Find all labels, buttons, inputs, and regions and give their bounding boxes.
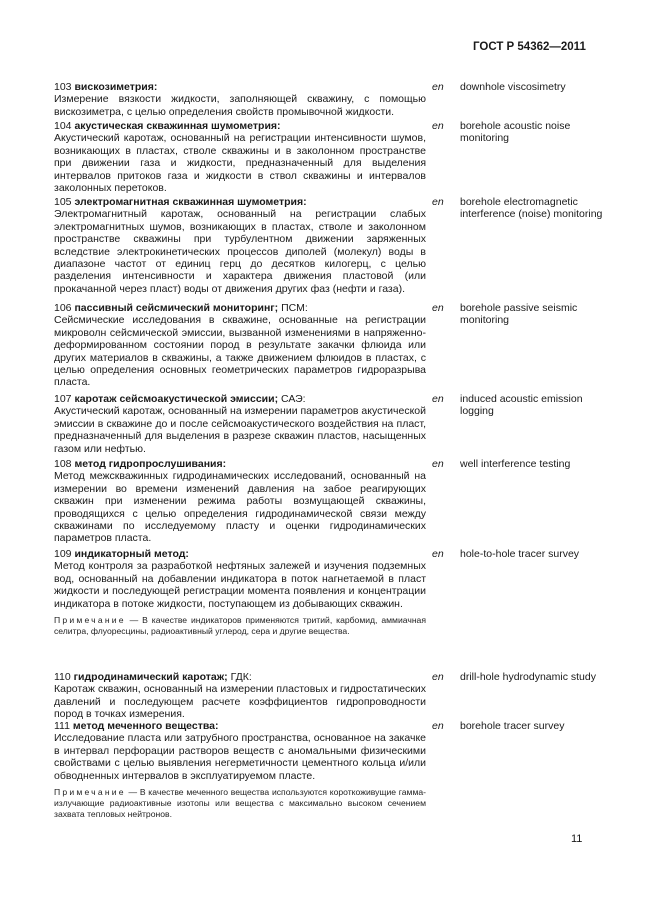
lang-marker: en xyxy=(432,671,444,683)
english-equivalent: downhole viscosimetry xyxy=(460,81,566,93)
standard-designation: ГОСТ Р 54362—2011 xyxy=(473,41,586,53)
term-number: 106 xyxy=(54,302,72,314)
english-equivalent: borehole acoustic noise monitoring xyxy=(460,120,571,145)
lang-marker: en xyxy=(432,120,444,132)
term-title: индикаторный метод: xyxy=(74,548,189,560)
term-definition: Акустический каротаж, основанный на регистрации интенсивности шумов, возникающих в пластах, стволе скважины и в заколонном пространстве при движении газа и жидкости, предназначенный для выделения интервалов притоков газа и жидкости в ствол скважины и интервалов заколонных перетоков. xyxy=(54,132,426,195)
term-entry xyxy=(54,120,426,194)
term-number: 105 xyxy=(54,196,72,208)
term-number: 103 xyxy=(54,81,72,93)
note-label: Примечание xyxy=(54,615,126,626)
english-equivalent: well interference testing xyxy=(460,458,571,470)
page-number: 11 xyxy=(571,833,583,845)
term-number: 111 xyxy=(54,720,70,732)
note-text: — В качестве меченного вещества используются короткоживущие гамма-излучающие радиоактивные изотопы или вещества с максимально высоком сечением захвата тепловых нейтронов. xyxy=(54,787,426,820)
term-heading xyxy=(54,548,426,560)
term-number: 109 xyxy=(54,548,72,560)
term-heading xyxy=(54,671,426,683)
term-note xyxy=(54,787,426,821)
note-label: Примечание xyxy=(54,787,126,798)
term-title: метод гидропрослушивания: xyxy=(74,458,227,470)
term-definition: Исследование пласта или затрубного пространства, основанное на закачке в интервал перфорации растворов веществ с аномальными физическими свойствами с целью выявления негерметичности цементного кольца и/или обводненных интервалов в эксплуатируемом пласте. xyxy=(54,732,426,782)
term-number: 110 xyxy=(54,671,71,683)
term-title: вискозиметрия: xyxy=(74,81,158,93)
term-heading xyxy=(54,302,426,314)
term-entry xyxy=(54,196,426,295)
english-equivalent: borehole passive seismic monitoring xyxy=(460,302,578,327)
term-definition: Сейсмические исследования в скважине, основанные на регистрации микроволн сейсмической эмиссии, вызванной изменениями в напряженно-деформированном состоянии пород в результате закачки флюида или других материалов в скважины, а также движением флюидов в пластах, с целью определения основных геометрических параметров гидроразрыва пласта. xyxy=(54,314,426,389)
lang-marker: en xyxy=(432,196,444,208)
lang-marker: en xyxy=(432,81,444,93)
term-entry xyxy=(54,720,426,821)
english-equivalent: borehole electromagnetic interference (noise) monitoring xyxy=(460,196,603,221)
term-title: электромагнитная скважинная шумометрия: xyxy=(74,196,307,208)
lang-marker: en xyxy=(432,458,444,470)
term-definition: Измерение вязкости жидкости, заполняющей скважину, с помощью вискозиметра, с целью определения свойств промывочной жидкости. xyxy=(54,93,426,118)
term-entry xyxy=(54,671,426,721)
lang-marker: en xyxy=(432,548,444,560)
lang-marker: en xyxy=(432,720,444,732)
term-title: гидродинамический каротаж; xyxy=(73,671,228,683)
term-number: 108 xyxy=(54,458,72,470)
term-heading xyxy=(54,196,426,208)
term-heading xyxy=(54,458,426,470)
term-abbr: ПСМ: xyxy=(278,302,308,314)
english-equivalent: drill-hole hydrodynamic study xyxy=(460,671,596,683)
term-heading xyxy=(54,720,426,732)
term-title: пассивный сейсмический мониторинг; xyxy=(74,302,279,314)
english-equivalent: hole-to-hole tracer survey xyxy=(460,548,580,560)
term-title: метод меченного вещества: xyxy=(72,720,219,732)
term-definition: Акустический каротаж, основанный на измерении параметров акустической эмиссии в скважине до и после сейсмоакустического воздействия на пласт, предназначенный для выделения в разрезе скважин пластов, насыщенных газом или нефтью. xyxy=(54,405,426,455)
term-entry xyxy=(54,302,426,389)
term-definition: Каротаж скважин, основанный на измерении пластовых и гидростатических давлений и последующем расчете коэффициентов гидропроводности пород в точках измерения. xyxy=(54,683,426,721)
term-note xyxy=(54,615,426,637)
lang-marker: en xyxy=(432,393,444,405)
term-heading xyxy=(54,81,426,93)
term-definition: Метод контроля за разработкой нефтяных залежей и изучения подземных вод, основанный на добавлении индикатора в поток нагнетаемой в пласт жидкости и последующей регистрации момента появления и концентрации индикатора в потоке жидкости, поступающем из добывающих скважин. xyxy=(54,560,426,610)
term-title: каротаж сейсмоакустической эмиссии; xyxy=(74,393,279,405)
lang-marker: en xyxy=(432,302,444,314)
term-definition: Электромагнитный каротаж, основанный на регистрации слабых электромагнитных шумов, возникающих в пластах, стволе и заколонном пространстве скважины при турбулентном движении заряженных вследствие электрокинетических процессов диполей (молекул) воды в диапазоне частот от единиц герц до десятков килогерц, с целью разделения интенсивности и характера движения пластовой (или прокачанной через пласт) воды от движения других фаз (нефти и газа). xyxy=(54,208,426,295)
english-equivalent: induced acoustic emission logging xyxy=(460,393,583,418)
note-text: — В качестве индикаторов применяются тритий, карбомид, аммиачная селитра, флуоресцины, радиоактивный углерод, сера и другие вещества. xyxy=(54,615,426,637)
term-number: 104 xyxy=(54,120,72,132)
term-heading xyxy=(54,393,426,405)
term-abbr: САЭ: xyxy=(278,393,306,405)
english-equivalent: borehole tracer survey xyxy=(460,720,565,732)
term-title: акустическая скважинная шумометрия: xyxy=(74,120,281,132)
term-entry xyxy=(54,81,426,118)
term-definition: Метод межскважинных гидродинамических исследований, основанный на измерении во времени изменений давления на забое реагирующих скважин при изменении режима работы возмущающей скважины, проводящихся с целью определения гидродинамической связи между скважинами по исследуемому пласту и оценки гидродинамических параметров пласта. xyxy=(54,470,426,545)
term-abbr: ГДК: xyxy=(227,671,252,683)
term-number: 107 xyxy=(54,393,72,405)
term-heading xyxy=(54,120,426,132)
term-entry xyxy=(54,393,426,455)
term-entry xyxy=(54,458,426,545)
term-entry xyxy=(54,548,426,637)
